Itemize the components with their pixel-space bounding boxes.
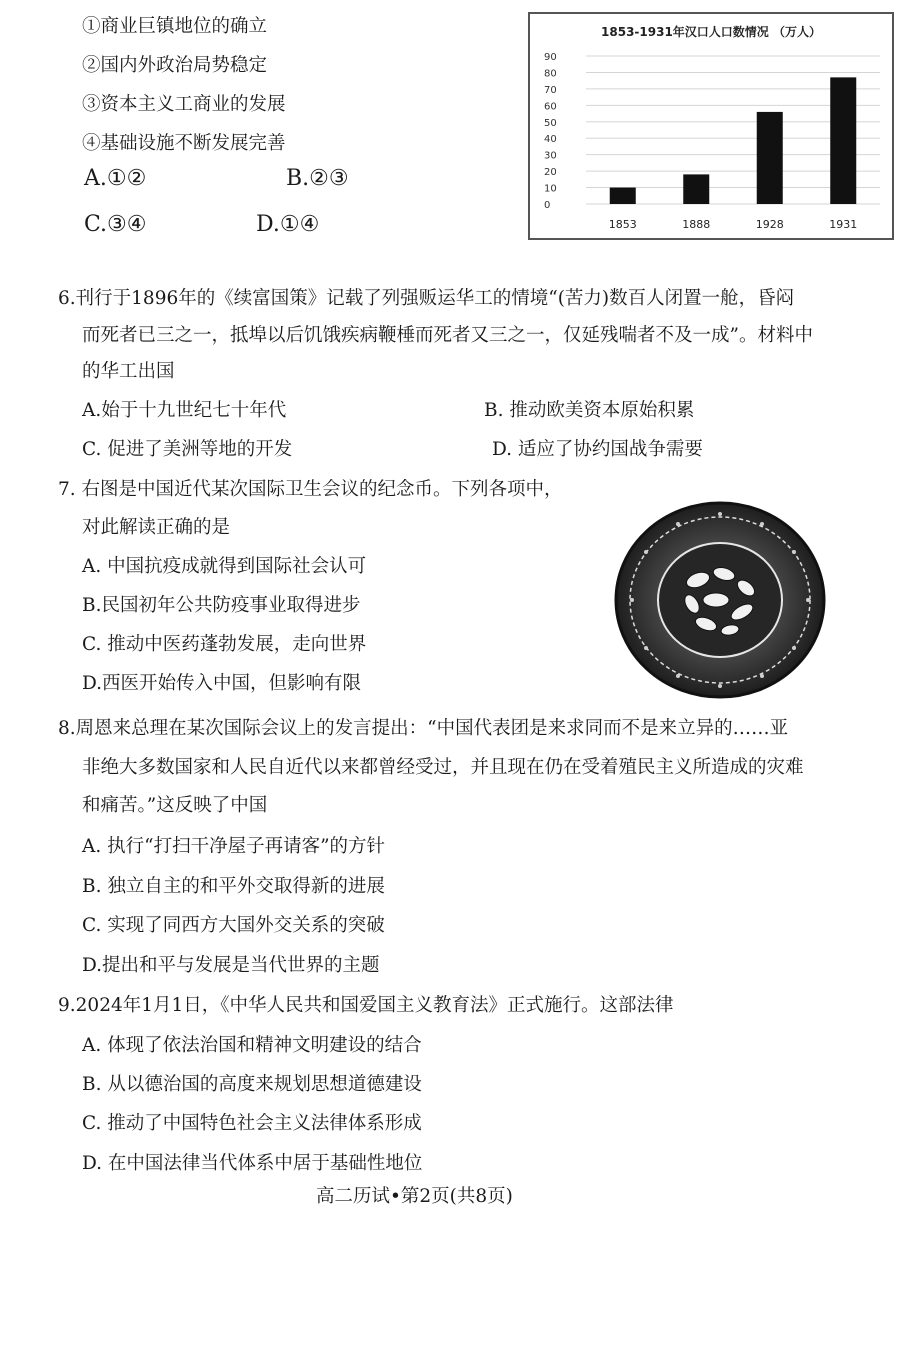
q8-option-c: C. 实现了同西方大国外交关系的突破 — [82, 915, 385, 936]
bar — [757, 112, 783, 204]
q6-option-b: B. 推动欧美资本原始积累 — [484, 400, 695, 421]
q8-option-d: D.提出和平与发展是当代世界的主题 — [82, 955, 380, 976]
bar — [683, 174, 709, 204]
q7-option-a: A. 中国抗疫成就得到国际社会认可 — [82, 556, 367, 577]
q5-item-3: ③资本主义工商业的发展 — [82, 94, 286, 115]
page-footer: 高二历试•第2页(共8页) — [316, 1186, 513, 1207]
y-tick-label: 50 — [544, 117, 557, 129]
q5-option-b: B.②③ — [286, 166, 349, 191]
bar — [830, 77, 856, 204]
q9-option-c: C. 推动了中国特色社会主义法律体系形成 — [82, 1113, 422, 1134]
chart-title: 1853-1931年汉口人口数情况 （万人） — [601, 25, 821, 39]
q9-option-b: B. 从以德治国的高度来规划思想道德建设 — [82, 1074, 422, 1095]
x-tick-label: 1928 — [755, 218, 784, 231]
population-chart — [528, 12, 894, 240]
q6-stem-line-3: 的华工出国 — [82, 361, 175, 382]
q7-option-c: C. 推动中医药蓬勃发展，走向世界 — [82, 634, 367, 655]
y-tick-label: 10 — [544, 183, 557, 195]
x-tick-label: 1931 — [829, 218, 858, 231]
q5-item-1: ①商业巨镇地位的确立 — [82, 16, 268, 37]
y-tick-label: 60 — [544, 101, 557, 113]
q6-option-a: A.始于十九世纪七十年代 — [82, 400, 287, 421]
y-tick-label: 20 — [544, 167, 557, 179]
q7-stem-line-2: 对此解读正确的是 — [82, 517, 231, 538]
y-tick-label: 0 — [544, 200, 551, 211]
q8-stem-line-1: 8.周恩来总理在某次国际会议上的发言提出：“中国代表团是来求同而不是来立异的……亚 — [58, 718, 789, 739]
q9-option-a: A. 体现了依法治国和精神文明建设的结合 — [82, 1035, 422, 1056]
y-tick-label: 90 — [544, 52, 557, 63]
bar — [610, 188, 636, 204]
y-tick-label: 30 — [544, 150, 557, 162]
q6-option-d: D. 适应了协约国战争需要 — [492, 439, 703, 460]
q9-stem: 9.2024年1月1日，《中华人民共和国爱国主义教育法》正式施行。这部法律 — [58, 995, 674, 1016]
commemorative-coin-image — [612, 500, 828, 700]
q6-option-c: C. 促进了美洲等地的开发 — [82, 439, 293, 460]
q8-option-a: A. 执行“打扫干净屋子再请客”的方针 — [82, 836, 386, 857]
y-tick-label: 40 — [544, 134, 557, 146]
q9-option-d: D. 在中国法律当代体系中居于基础性地位 — [82, 1153, 423, 1174]
q5-option-d: D.①④ — [256, 212, 320, 237]
q8-stem-line-2: 非绝大多数国家和人民自近代以来都曾经受过，并且现在仍在受着殖民主义所造成的灾难 — [82, 757, 804, 778]
q7-option-d: D.西医开始传入中国，但影响有限 — [82, 673, 362, 694]
population-chart-svg — [530, 14, 892, 238]
y-tick-label: 80 — [544, 68, 557, 80]
y-tick-label: 70 — [544, 84, 557, 96]
q5-item-4: ④基础设施不断发展完善 — [82, 133, 286, 154]
q5-option-a: A.①② — [84, 166, 147, 191]
q7-stem-line-1: 7. 右图是中国近代某次国际卫生会议的纪念币。下列各项中， — [58, 479, 563, 500]
q7-option-b: B.民国初年公共防疫事业取得进步 — [82, 595, 361, 616]
x-tick-label: 1853 — [608, 218, 637, 231]
q6-stem-line-2: 而死者已三之一，抵埠以后饥饿疾病鞭棰而死者又三之一，仅延残喘者不及一成”。材料中 — [82, 325, 813, 346]
q5-option-c: C.③④ — [84, 212, 147, 237]
q8-option-b: B. 独立自主的和平外交取得新的进展 — [82, 876, 385, 897]
q6-stem-line-1: 6.刊行于1896年的《续富国策》记载了列强贩运华工的情境“(苦力)数百人闭置一舱，昏闷 — [58, 288, 795, 309]
x-tick-label: 1888 — [682, 218, 711, 231]
q8-stem-line-3: 和痛苦。”这反映了中国 — [82, 795, 268, 816]
q5-item-2: ②国内外政治局势稳定 — [82, 55, 268, 76]
